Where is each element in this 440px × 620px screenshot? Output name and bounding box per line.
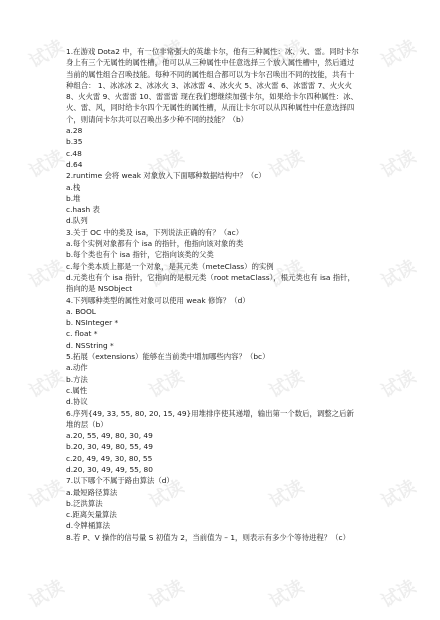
watermark: 试读: [145, 366, 188, 403]
watermark: 试读: [377, 366, 420, 403]
answer-option: a.最短路径算法: [66, 487, 118, 497]
answer-option: c.距离矢量算法: [66, 510, 117, 520]
watermark: 试读: [145, 36, 188, 73]
watermark: 试读: [377, 256, 420, 293]
watermark: 试读: [25, 576, 68, 613]
answer-option: b.每个类也有个 isa 指针，它指向该类的父类: [66, 250, 214, 260]
question-text: 堆的层（b）: [66, 419, 108, 429]
question-text: 1.在游戏 Dota2 中，有一位非常强大的英雄卡尔，他有三种属性：冰、火、雷。同时卡尔: [66, 47, 359, 56]
watermark: 试读: [377, 146, 420, 183]
watermark: 试读: [377, 36, 420, 73]
watermark: 试读: [25, 36, 68, 73]
answer-option: c. float *: [66, 329, 98, 339]
question-6: [66, 408, 382, 476]
answer-option: c.48: [66, 148, 82, 158]
answer-option: b.方法: [66, 374, 88, 384]
answer-option: b. NSInteger *: [66, 318, 119, 328]
question-text: 8、火火雷 9、火雷雷 10、雷雷雷 现在我们想继续加强卡尔，如果给卡尔四种属性：冰、: [66, 92, 358, 102]
answer-option: b.20, 30, 49, 80, 55, 49: [66, 442, 153, 452]
answer-option: d.64: [66, 159, 83, 169]
answer-option: d. NSString *: [66, 340, 114, 350]
watermark: 试读: [377, 476, 420, 513]
answer-option: d.令牌桶算法: [66, 521, 110, 531]
question-text: 4.下列哪种类型的属性对象可以使用 weak 修饰？（d）: [66, 295, 250, 305]
answer-option: 指向的是 NSObject: [66, 284, 133, 294]
watermark: 试读: [145, 476, 188, 513]
watermark: 试读: [25, 256, 68, 293]
answer-option: a.每个实例对象都有个 isa 的指针，他指向该对象的类: [66, 239, 244, 249]
answer-option: b.35: [66, 137, 83, 147]
question-8: [66, 532, 382, 543]
question-text: 8.若 P、V 操作的信号量 S 初值为 2，当前值为 – 1，则表示有多少个等待进程？（c）: [66, 532, 350, 542]
question-text: 个，则请问卡尔共可以召唤出多少种不同的技能？（b）: [66, 114, 249, 124]
answer-option: a.20, 55, 49, 80, 30, 49: [66, 431, 153, 441]
answer-option: a.动作: [66, 363, 88, 373]
watermark: 试读: [265, 36, 308, 73]
question-text: 3.关于 OC 中的类及 isa，下列说法正确的有？（ac）: [66, 227, 244, 237]
question-text: 7.以下哪个不属于路由算法（d）: [66, 476, 174, 486]
question-text: 5.拓展（extensions）能够在当前类中增加哪些内容？（bc）: [66, 352, 270, 362]
answer-option: a.栈: [66, 182, 81, 192]
answer-option: c.hash 表: [66, 205, 100, 215]
watermark: 试读: [265, 256, 308, 293]
question-text: 当前的属性组合召唤技能。每种不同的属性组合都可以为卡尔召唤出不同的技能，共有十: [66, 69, 355, 79]
question-text: 火、雷、风，同时给卡尔四个无属性的属性槽，从而让卡尔可以从四种属性中任意选择四: [66, 103, 355, 113]
watermark: 试读: [265, 146, 308, 183]
question-3: [66, 227, 382, 295]
question-text: 2.runtime 会将 weak 对象放入下面哪种数据结构中？（c）: [66, 171, 266, 181]
answer-option: d.元类也有个 isa 指针，它指向的是根元类（root metaClass），根元类也有 isa 指针，: [66, 272, 355, 282]
answer-option: d.20, 30, 49, 49, 55, 80: [66, 464, 153, 474]
watermark: 试读: [25, 366, 68, 403]
watermark: 试读: [145, 576, 188, 613]
question-text: 种组合： 1、冰冰冰 2、冰冰火 3、冰冰雷 4、冰火火 5、冰火雷 6、冰雷雷 7、火火火: [66, 80, 352, 90]
answer-option: c.20, 49, 49, 30, 80, 55: [66, 453, 153, 463]
question-text: 身上有三个无属性的属性槽，他可以从三种属性中任意选择三个放入属性槽中，然后通过: [66, 58, 355, 68]
question-2: [66, 170, 382, 226]
watermark: 试读: [377, 576, 420, 613]
answer-option: c.属性: [66, 385, 88, 395]
answer-option: d.队列: [66, 216, 88, 226]
watermark: 试读: [265, 476, 308, 513]
answer-option: a. BOOL: [66, 306, 96, 316]
question-7: [66, 475, 382, 531]
question-4: [66, 295, 382, 351]
question-5: [66, 351, 382, 407]
answer-option: b.堆: [66, 193, 81, 203]
watermark: 试读: [25, 146, 68, 183]
answer-option: b.泛洪算法: [66, 498, 103, 508]
question-text: 6.序列{49, 33, 55, 80, 20, 15, 49}用堆排序使其递增，输出第一个数后，调整之后新: [66, 408, 354, 418]
watermark: 试读: [265, 366, 308, 403]
question-1: [66, 46, 382, 170]
watermark: 试读: [145, 256, 188, 293]
answer-option: a.28: [66, 126, 83, 136]
document-body: [66, 46, 382, 543]
answer-option: c.每个类本质上都是一个对象，是其元类（meteClass）的实例: [66, 261, 274, 271]
answer-option: d.协议: [66, 397, 88, 407]
watermark: 试读: [265, 576, 308, 613]
watermark: 试读: [145, 146, 188, 183]
watermark: 试读: [25, 476, 68, 513]
